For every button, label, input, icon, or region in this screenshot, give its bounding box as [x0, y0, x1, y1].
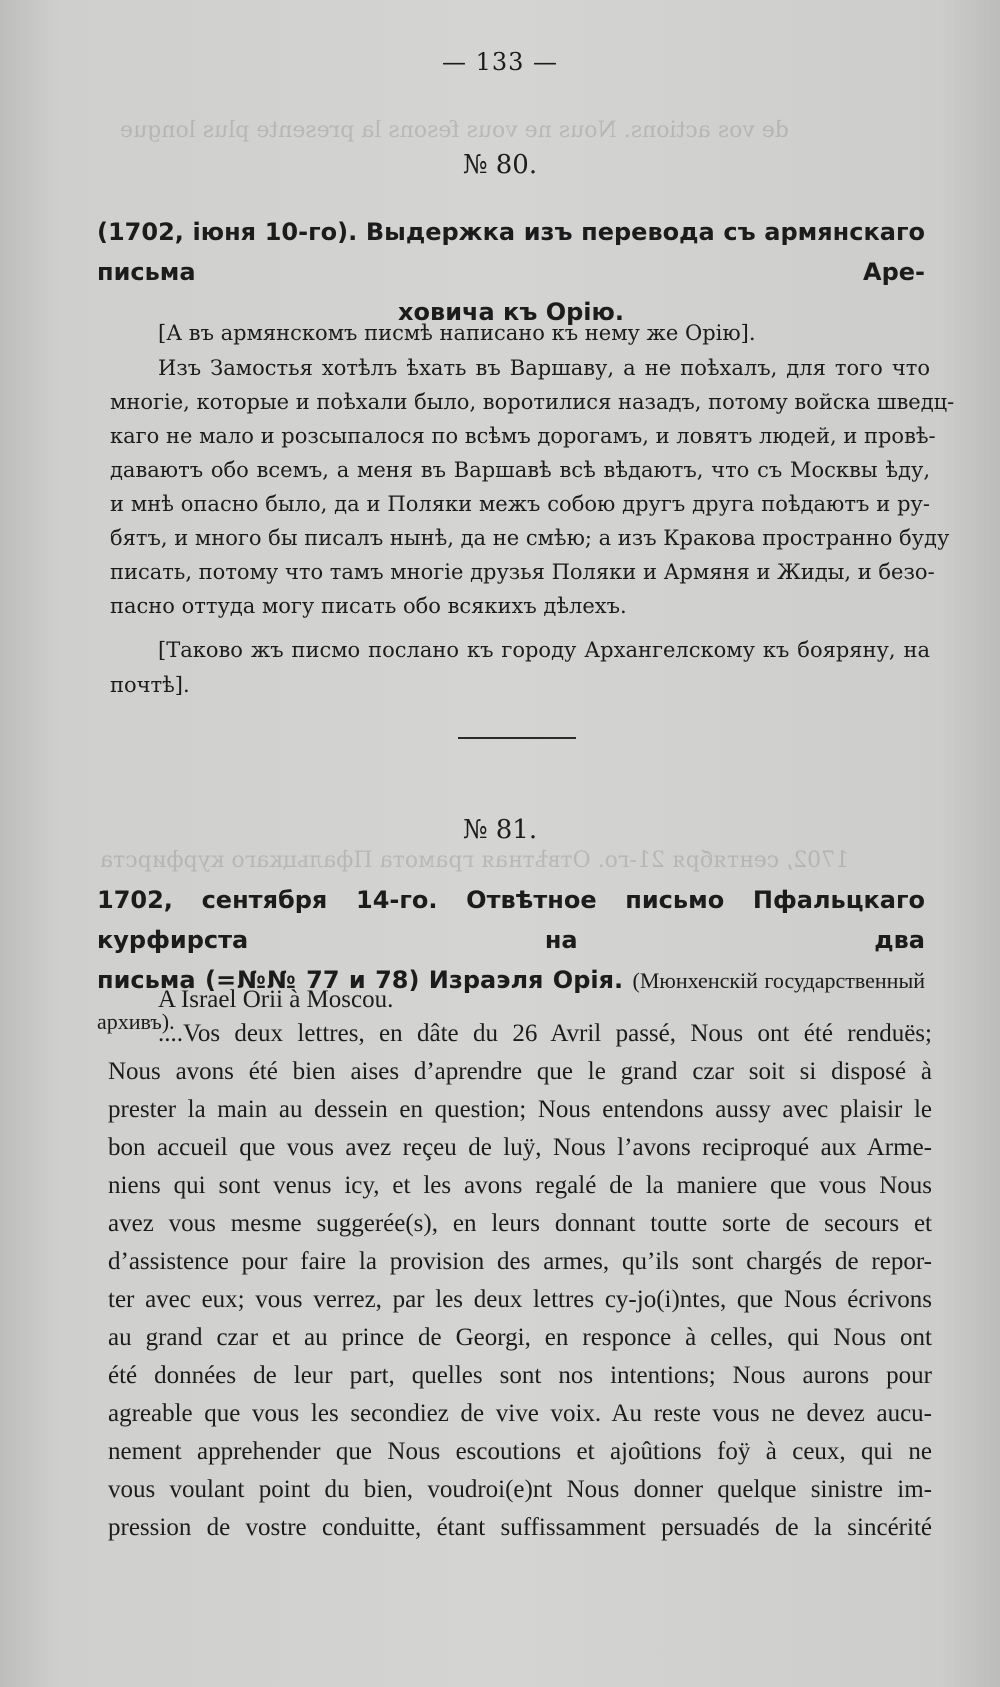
letter-line: bon accueil que vous avez reçeu de luÿ, Nous l’avons reciproqué aux Arme- — [108, 1134, 932, 1161]
heading-text: письма (=№№ 77 и 78) Израэля Орія. — [97, 966, 624, 994]
body-line: почтѣ]. — [110, 673, 190, 697]
letter-line: ....Vos deux lettres, en dâte du 26 Avril passé, Nous ont été renduës; — [158, 1020, 932, 1047]
body-line: [Таково жъ писмо послано къ городу Архангелскому къ бояряну, на — [158, 638, 930, 662]
letter-line: avez vous mesme suggerée(s), en leurs donnant toutte sorte de secours et — [108, 1210, 932, 1237]
letter-line: vous voulant point du bien, voudroi(e)nt Nous donner quelque sinistre im- — [108, 1476, 932, 1503]
section-divider — [458, 737, 576, 739]
letter-line: niens qui sont venus icy, et les avons regalé de la maniere que vous Nous — [108, 1172, 932, 1199]
heading-line: ховича къ Орію. — [398, 298, 624, 326]
body-line: Изъ Замостья хотѣлъ ѣхать въ Варшаву, а не поѣхалъ, для того что — [158, 356, 930, 380]
document-number: № 81. — [462, 815, 538, 845]
letter-line: Nous avons été bien aises d’aprendre que le grand czar soit si disposé à — [108, 1058, 932, 1085]
document-heading — [97, 212, 925, 332]
letter-line: pression de vostre conduitte, étant suffissamment persuadés de la sincérité — [108, 1514, 932, 1541]
body-line: бятъ, и много бы писалъ нынѣ, да не смѣю; а изъ Кракова пространно буду — [110, 526, 950, 550]
letter-line: agreable que vous les secondiez de vive voix. Au reste vous ne devez aucu- — [108, 1400, 932, 1427]
body-line: даваютъ обо всемъ, а меня въ Варшавѣ всѣ вѣдаютъ, что съ Москвы ѣду, — [110, 458, 930, 482]
show-through-text: de vos actions. Nous ne vous fesons la presente plus longue — [120, 118, 789, 143]
heading-line: (1702, іюня 10-го). Выдержка изъ перевода съ армянскаго письма Аре- — [97, 218, 925, 286]
heading-line: 1702, сентября 14-го. Отвѣтное письмо Пфальцкаго курфирста на два — [97, 886, 925, 954]
page-number: — 133 — — [441, 48, 559, 76]
letter-line: été données de leur part, quelles sont nos intentions; Nous aurons pour — [108, 1362, 932, 1389]
body-line: каго не мало и розсыпалося по всѣмъ дорогамъ, и ловятъ людей, и провѣ- — [110, 424, 936, 448]
body-line: пасно оттуда могу писать обо всякихъ дѣлехъ. — [110, 594, 627, 618]
body-line: [А въ армянскомъ писмѣ написано къ нему же Орію]. — [158, 321, 756, 345]
letter-line: prester la main au dessein en question; Nous entendons aussy avec plaisir le — [108, 1096, 932, 1123]
letter-line: ter avec eux; vous verrez, par les deux lettres cy-jo(i)ntes, que Nous écrivons — [108, 1286, 932, 1313]
letter-line: au grand czar et au prince de Georgi, en responce à celles, qui Nous ont — [108, 1324, 932, 1351]
body-line: и мнѣ опасно было, да и Поляки межъ собою другъ друга поѣдаютъ и ру- — [110, 492, 930, 516]
document-number: № 80. — [462, 150, 538, 180]
body-line: писать, потому что тамъ многіе друзья Поляки и Армяня и Жиды, и безо- — [110, 560, 935, 584]
letter-line: d’assistence pour faire la provision des armes, qu’ils sont chargés de repor- — [108, 1248, 932, 1275]
show-through-text: 1702, сентября 21-го. Отвѣтная грамота Пфальцкаго курфирста — [100, 848, 850, 873]
body-line: многіе, которые и поѣхали было, воротилися назадъ, потому войска шведц- — [110, 390, 955, 414]
letter-line: nement apprehender que Nous escoutions et ajoûtions foÿ à ceux, qui ne — [108, 1438, 932, 1465]
archive-citation: (Мюнхенскій государственный архивъ). — [97, 968, 926, 1034]
letter-address: A Israel Orii à Moscou. — [158, 986, 394, 1013]
